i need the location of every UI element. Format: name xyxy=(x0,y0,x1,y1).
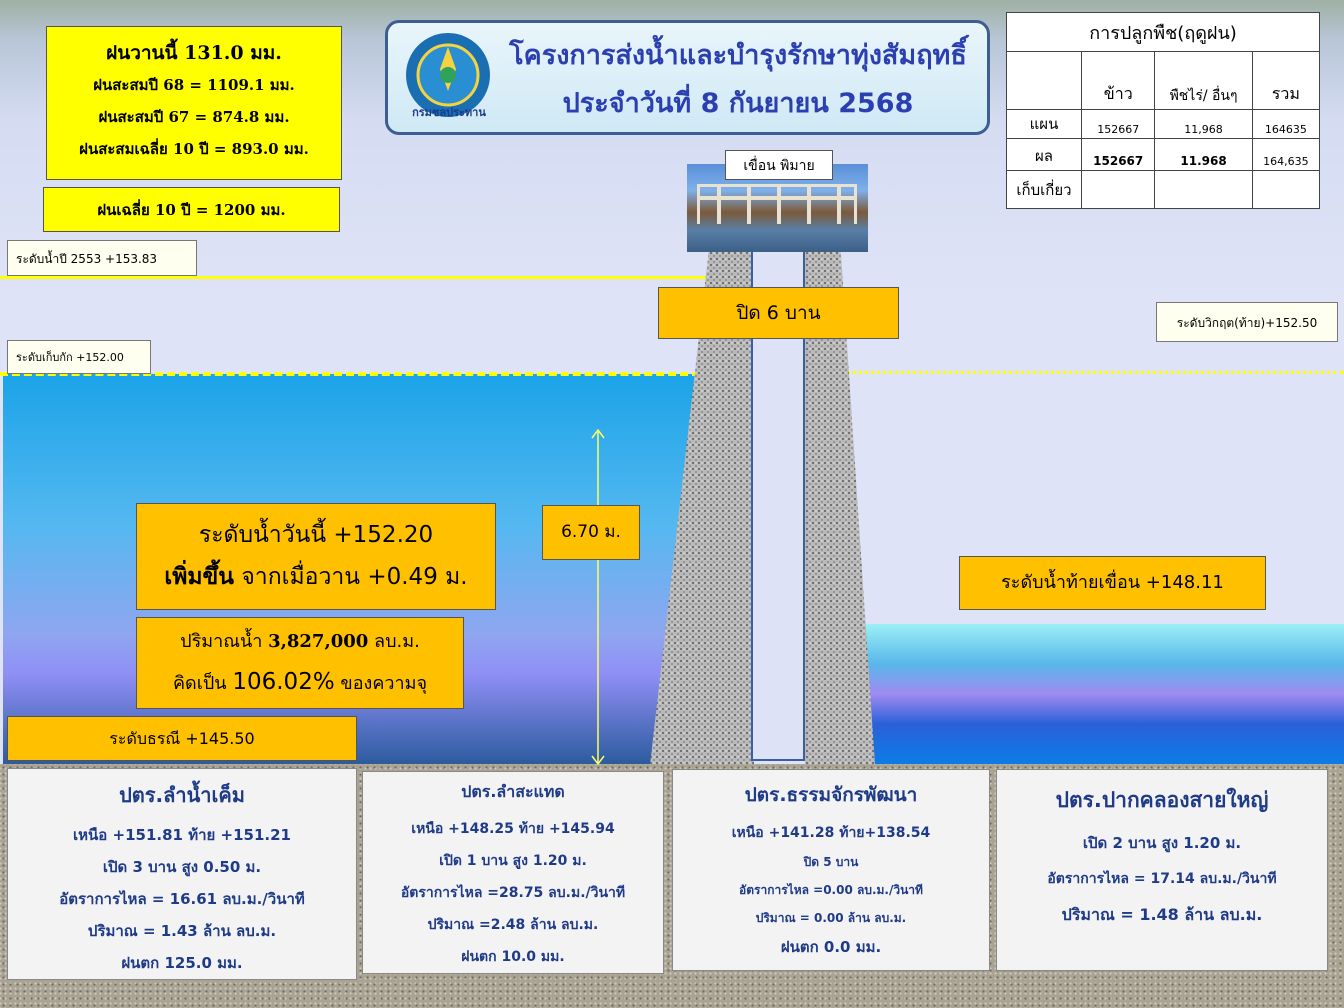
station-line: เปิด 2 บาน สูง 1.20 ม. xyxy=(1082,834,1242,852)
station-line: เหนือ +151.81 ท้าย +151.21 xyxy=(73,826,291,844)
rain-acc-avg10: ฝนสะสมเฉลี่ย 10 ปี = 893.0 มม. xyxy=(79,140,309,158)
volume-box xyxy=(136,617,464,709)
storage-level-label: ระดับเก็บกัก +152.00 xyxy=(7,340,151,374)
volume-value: 3,827,000 xyxy=(268,631,369,652)
volume-pct-prefix: คิดเป็น xyxy=(172,673,227,694)
station-line: ปริมาณ =2.48 ล้าน ลบ.ม. xyxy=(427,917,599,933)
station-line: อัตราการไหล = 17.14 ลบ.ม./วินาที xyxy=(1047,871,1277,887)
level-2553-label: ระดับน้ำปี 2553 +153.83 xyxy=(7,240,197,276)
dam-gate-status: ปิด 6 บาน xyxy=(658,287,899,339)
crop-result-rice: 152667 xyxy=(1082,139,1155,171)
dam-name-label: เขื่อน พิมาย xyxy=(725,150,833,180)
crop-table xyxy=(1006,12,1320,209)
crop-plan-rice: 152667 xyxy=(1082,110,1155,139)
crop-plan-field: 11,968 xyxy=(1155,110,1252,139)
station-title: ปตร.ลำน้ำเค็ม xyxy=(119,783,245,807)
station-thammachak xyxy=(672,769,990,971)
crop-header-rice: ข้าว xyxy=(1082,52,1155,110)
station-lam-sathaet xyxy=(362,771,664,974)
volume-line xyxy=(137,622,463,662)
crop-harvest-field xyxy=(1155,171,1252,209)
today-change-line xyxy=(137,556,495,598)
crop-row-result-label: ผล xyxy=(1007,139,1082,171)
volume-pct-value: 106.02% xyxy=(232,669,335,695)
rain-yesterday: ฝนวานนี้ 131.0 มม. xyxy=(106,42,282,64)
crop-plan-total: 164635 xyxy=(1252,110,1319,139)
critical-level-line xyxy=(846,371,1344,374)
station-line: เปิด 1 บาน สูง 1.20 ม. xyxy=(439,853,587,869)
station-pak-khlong-sai-yai xyxy=(996,769,1328,971)
flood-level-line xyxy=(0,276,720,279)
station-line: ฝนตก 10.0 มม. xyxy=(461,949,565,965)
bed-level-label: ระดับธรณี +145.50 xyxy=(7,716,357,761)
page-date: ประจำวันที่ 8 กันยายน 2568 xyxy=(562,88,914,119)
depth-arrow-icon xyxy=(588,428,608,768)
header-panel xyxy=(385,20,990,135)
crop-header-0 xyxy=(1007,52,1082,110)
station-line: ปริมาณ = 0.00 ล้าน ลบ.ม. xyxy=(755,911,907,925)
volume-unit: ลบ.ม. xyxy=(374,631,420,652)
crop-row-harvest-label: เก็บเกี่ยว xyxy=(1007,171,1082,209)
rain-acc-67: ฝนสะสมปี 67 = 874.8 มม. xyxy=(98,108,290,126)
downstream-level-label: ระดับน้ำท้ายเขื่อน +148.11 xyxy=(959,556,1266,610)
station-line: เหนือ +148.25 ท้าย +145.94 xyxy=(411,821,615,837)
rain-acc-68: ฝนสะสมปี 68 = 1109.1 มม. xyxy=(93,76,295,94)
station-title: ปตร.ลำสะแทด xyxy=(461,782,565,801)
volume-pct-suffix: ของความจุ xyxy=(340,673,427,694)
crop-header-total: รวม xyxy=(1252,52,1319,110)
rain-avg10-box: ฝนเฉลี่ย 10 ปี = 1200 มม. xyxy=(43,187,340,232)
station-line: ปิด 5 บาน xyxy=(803,855,859,869)
crop-harvest-rice xyxy=(1082,171,1155,209)
station-line: อัตราการไหล = 16.61 ลบ.ม./วินาที xyxy=(59,890,305,908)
crop-harvest-total xyxy=(1252,171,1319,209)
depth-label: 6.70 ม. xyxy=(542,505,640,560)
station-line: อัตราการไหล =0.00 ลบ.ม./วินาที xyxy=(739,883,923,897)
rid-logo xyxy=(400,29,496,125)
logo-caption: กรมชลประทาน xyxy=(412,106,486,119)
today-level-box xyxy=(136,503,496,610)
rain-summary-box xyxy=(46,26,342,180)
station-title: ปตร.ปากคลองสายใหญ่ xyxy=(1055,788,1269,812)
station-line: เปิด 3 บาน สูง 0.50 ม. xyxy=(102,858,262,876)
crop-result-total: 164,635 xyxy=(1252,139,1319,171)
station-line: ฝนตก 0.0 มม. xyxy=(780,938,882,956)
station-line: เหนือ +141.28 ท้าย+138.54 xyxy=(731,825,931,841)
today-change-amount: จากเมื่อวาน +0.49 ม. xyxy=(241,564,468,590)
crop-header-field-crops: พืชไร่/ อื่นๆ xyxy=(1155,52,1252,110)
volume-prefix: ปริมาณน้ำ xyxy=(180,631,263,652)
crop-result-field: 11.968 xyxy=(1155,139,1252,171)
station-line: ฝนตก 125.0 มม. xyxy=(121,954,243,972)
crop-table-title: การปลูกพืช(ฤดูฝน) xyxy=(1007,13,1320,52)
station-line: อัตราการไหล =28.75 ลบ.ม./วินาที xyxy=(400,885,626,901)
page-title: โครงการส่งน้ำและบำรุงรักษาทุ่งสัมฤทธิ์ xyxy=(509,40,967,71)
today-level-line: ระดับน้ำวันนี้ +152.20 xyxy=(198,522,434,548)
station-line: ปริมาณ = 1.43 ล้าน ลบ.ม. xyxy=(87,922,277,940)
crop-row-plan-label: แผน xyxy=(1007,110,1082,139)
volume-pct-line xyxy=(137,662,463,704)
station-lam-nam-khem xyxy=(7,768,357,980)
critical-level-label: ระดับวิกฤต(ท้าย)+152.50 xyxy=(1156,302,1338,342)
station-line: ปริมาณ = 1.48 ล้าน ลบ.ม. xyxy=(1061,905,1263,924)
today-change-direction: เพิ่มขึ้น xyxy=(164,564,235,590)
station-title: ปตร.ธรรมจักรพัฒนา xyxy=(744,784,918,806)
